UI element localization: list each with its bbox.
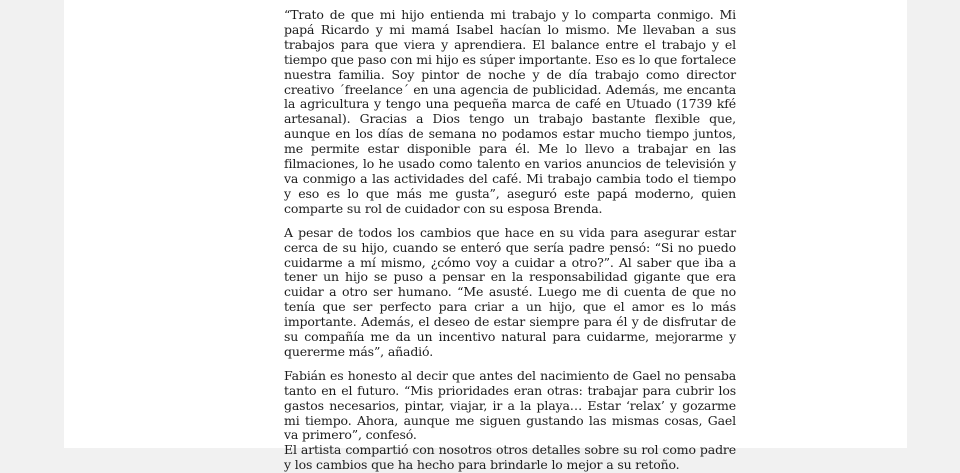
paragraph-1: “Trato de que mi hijo entienda mi trabajo y lo comparta conmigo. Mi papá Ricardo y mi mamá Isabel hacían lo mismo. Me llevaban a sus trabajos para que viera y aprendiera. El balance entre el trabajo y el tiempo que paso con mi hijo es súper importante. Eso es lo que fortalece nuestra familia. Soy pintor de noche y de día trabajo como director creativo ´freelance´ en una agencia de publicidad. Además, me encanta la agricultura y tengo una pequeña marca de café en Utuado (1739 kfé artesanal). Gracias a Dios tengo un trabajo bastante flexible que, aunque en los días de semana no podamos estar mucho tiempo juntos, me permite estar disponible para él. Me lo llevo a trabajar en las filmaciones, lo he usado como talento en varios anuncios de televisión y va conmigo a las actividades del café. Mi trabajo cambia todo el tiempo y eso es lo que más me gusta”, aseguró este papá moderno, quien comparte su rol de cuidador con su esposa Brenda. bbox=[284, 7, 736, 216]
paragraph-4: El artista compartió con nosotros otros detalles sobre su rol como padre y los cambios que ha hecho para brindarle lo mejor a su retoño. bbox=[284, 442, 736, 473]
article-body bbox=[284, 8, 736, 473]
page-sheet bbox=[64, 0, 907, 473]
paragraph-2: A pesar de todos los cambios que hace en su vida para asegurar estar cerca de su hijo, cuando se enteró que sería padre pensó: “Si no puedo cuidarme a mí mismo, ¿cómo voy a cuidar a otro?”. Al saber que iba a tener un hijo se puso a pensar en la responsabilidad gigante que era cuidar a otro ser humano. “Me asusté. Luego me di cuenta de que no tenía que ser perfecto para criar a un hijo, que el amor es lo más importante. Además, el deseo de estar siempre para él y de disfrutar de su compañía me da un incentivo natural para cuidarme, mejorarme y quererme más”, añadió. bbox=[284, 224, 736, 359]
paragraph-3: Fabián es honesto al decir que antes del nacimiento de Gael no pensaba tanto en el futuro. “Mis prioridades eran otras: trabajar para cubrir los gastos necesarios, pintar, viajar, ir a la playa… Estar ‘relax’ y gozarme mi tiempo. Ahora, aunque me siguen gustando las mismas cosas, Gael va primero”, confesó. bbox=[284, 367, 736, 443]
